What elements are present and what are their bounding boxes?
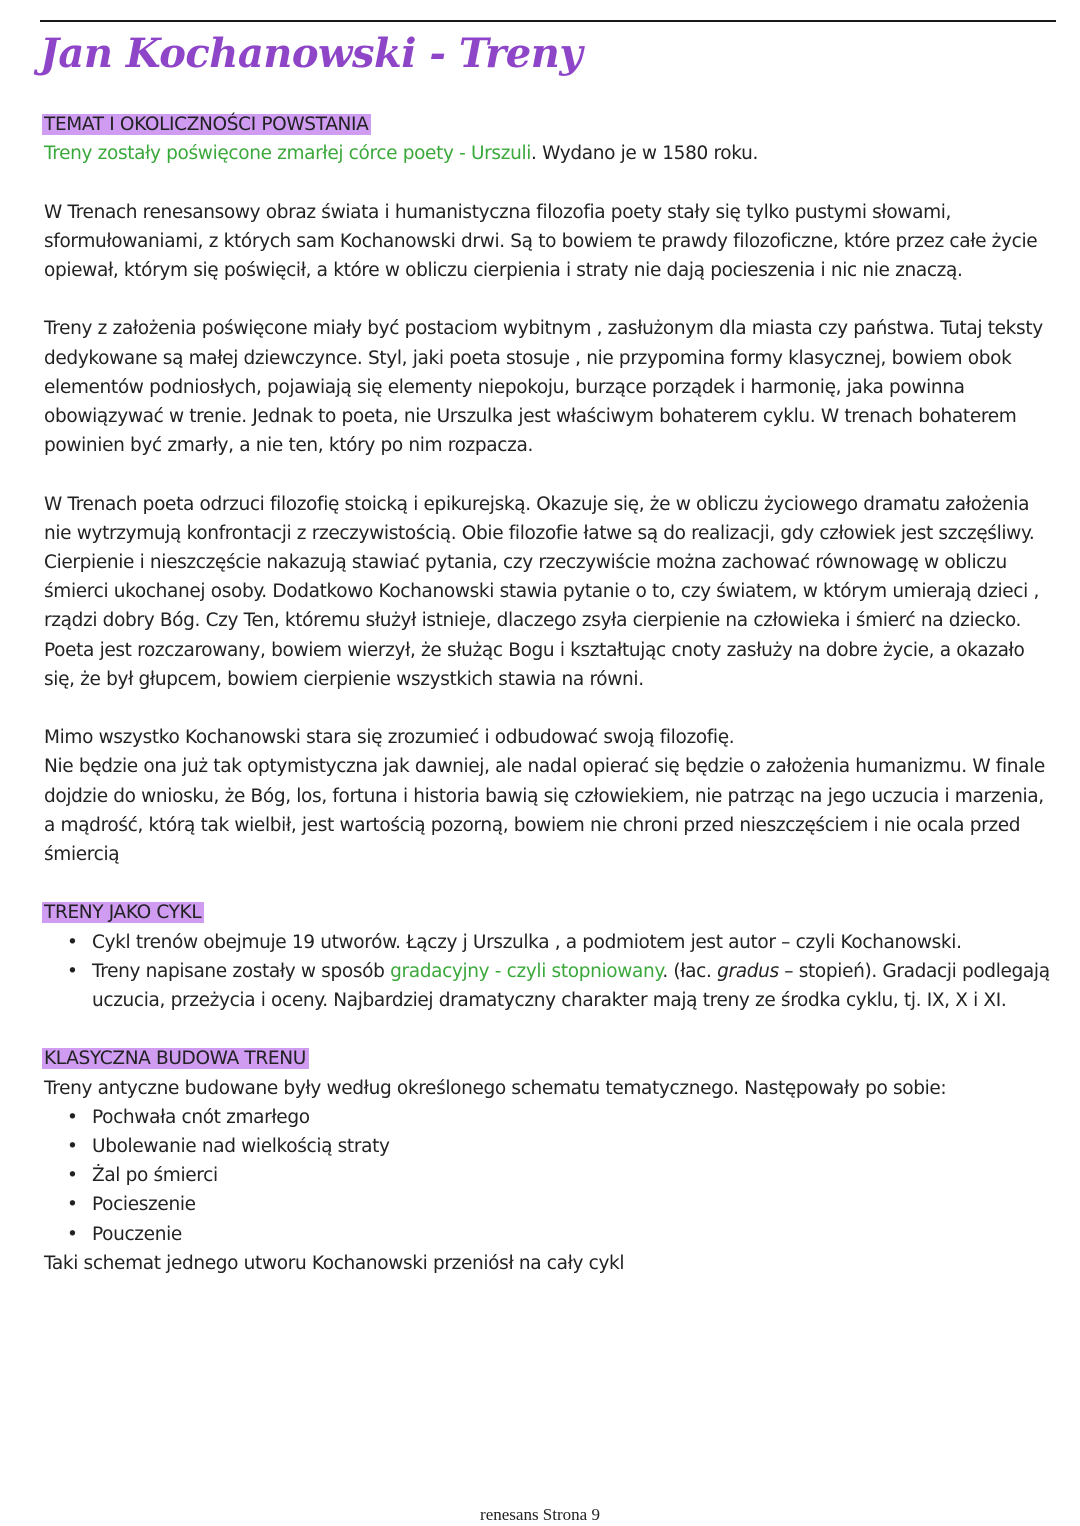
document-body bbox=[44, 110, 1060, 1278]
paragraph-4-line2: Nie będzie ona już tak optymistyczna jak dawniej, ale nadal opierać się będzie o założenia humanizmu. W finale dojdzie do wniosku, że Bóg, los, fortuna i historia bawią się człowiekiem, nie patrząc na jego uczucia i marzenia, a mądrość, którą tak wielbił, jest wartością pozorną, bowiem nie chroni przed nieszczęściem i nie ocala przed śmiercią bbox=[44, 756, 1045, 866]
intro-green-text: Treny zostały poświęcone zmarłej córce poety - Urszuli bbox=[44, 143, 532, 165]
list-item: • Pouczenie bbox=[92, 1220, 1060, 1249]
budowa-intro: Treny antyczne budowane były według określonego schematu tematycznego. Następowały po sobie: bbox=[44, 1077, 947, 1099]
paragraph-2: Treny z założenia poświęcone miały być postaciom wybitnym , zasłużonym dla miasta czy państwa. Tutaj teksty dedykowane są małej dziewczynce. Styl, jaki poeta stosuje , nie przypomina formy klasycznej, bowiem obok elementów podniosłych, pojawiają się elementy niepokoju, burzące porządek i harmonię, jaka powinna obowiązywać w trenie. Jednak to poeta, nie Urszulka jest właściwym bohaterem cyklu. W trenach bohaterem powinien być zmarły, a nie ten, który po nim rozpacza. bbox=[44, 318, 1043, 457]
paragraph-3: W Trenach poeta odrzuci filozofię stoicką i epikurejską. Okazuje się, że w obliczu życiowego dramatu założenia nie wytrzymują konfrontacji z rzeczywistością. Obie filozofie łatwe są do realizacji, gdy człowiek jest szczęśliwy. Cierpienie i nieszczęście nakazują stawiać pytania, czy rzeczywiście można zachować równowagę w obliczu śmierci ukochanej osoby. Dodatkowo Kochanowski stawia pytanie o to, czy światem, w którym umierają dzieci , rządzi dobry Bóg. Czy Ten, któremu służył istnieje, dlaczego zsyła cierpienie na człowieka i śmierć na dziecko. Poeta jest rozczarowany, bowiem wierzył, że służąc Bogu i kształtując cnoty zasłuży na dobre życie, a okazało się, że był głupcem, bowiem cierpienie wszystkich stawia na równi. bbox=[44, 493, 1039, 690]
section-heading-temat bbox=[44, 110, 1060, 139]
section-heading-cykl bbox=[44, 898, 1060, 927]
page-footer: renesans Strona 9 bbox=[480, 1505, 600, 1524]
section-heading-budowa bbox=[44, 1044, 1060, 1073]
intro-line bbox=[44, 139, 1060, 168]
paragraph-4-line1: Mimo wszystko Kochanowski stara się zrozumieć i odbudować swoją filozofię. bbox=[44, 727, 735, 749]
list-item: • Cykl trenów obejmuje 19 utworów. Łączy j Urszulka , a podmiotem jest autor – czyli Kochanowski. bbox=[92, 928, 1060, 957]
heading-highlight: KLASYCZNA BUDOWA TRENU bbox=[42, 1048, 309, 1069]
cykl-list bbox=[44, 928, 1060, 1016]
page-title: Jan Kochanowski - Treny bbox=[40, 30, 583, 77]
green-text: gradacyjny - czyli stopniowany bbox=[390, 960, 663, 982]
list-item: • Treny napisane zostały w sposób gradacyjny - czyli stopniowany. (łac. gradus – stopień). Gradacji podlegają uczucia, przeżycia i oceny. Najbardziej dramatyczny charakter mają treny ze środka cyklu, tj. IX, X i XI. bbox=[92, 957, 1060, 1015]
list-item: • Pocieszenie bbox=[92, 1190, 1060, 1219]
budowa-outro: Taki schemat jednego utworu Kochanowski przeniósł na cały cykl bbox=[44, 1252, 625, 1274]
heading-highlight: TRENY JAKO CYKL bbox=[42, 902, 204, 923]
list-item: • Ubolewanie nad wielkością straty bbox=[92, 1132, 1060, 1161]
list-item: • Żal po śmierci bbox=[92, 1161, 1060, 1190]
budowa-list bbox=[44, 1103, 1060, 1249]
paragraph-1: W Trenach renesansowy obraz świata i humanistyczna filozofia poety stały się tylko pustymi słowami, sformułowaniami, z których sam Kochanowski drwi. Są to bowiem te prawdy filozoficzne, które przez całe życie opiewał, którym się poświęcił, a które w obliczu cierpienia i straty nie dają pocieszenia i nic nie znaczą. bbox=[44, 201, 1038, 281]
heading-highlight: TEMAT I OKOLICZNOŚCI POWSTANIA bbox=[42, 114, 371, 135]
list-item: • Pochwała cnót zmarłego bbox=[92, 1103, 1060, 1132]
intro-rest-text: . Wydano je w 1580 roku. bbox=[531, 143, 758, 165]
top-rule bbox=[40, 20, 1056, 22]
